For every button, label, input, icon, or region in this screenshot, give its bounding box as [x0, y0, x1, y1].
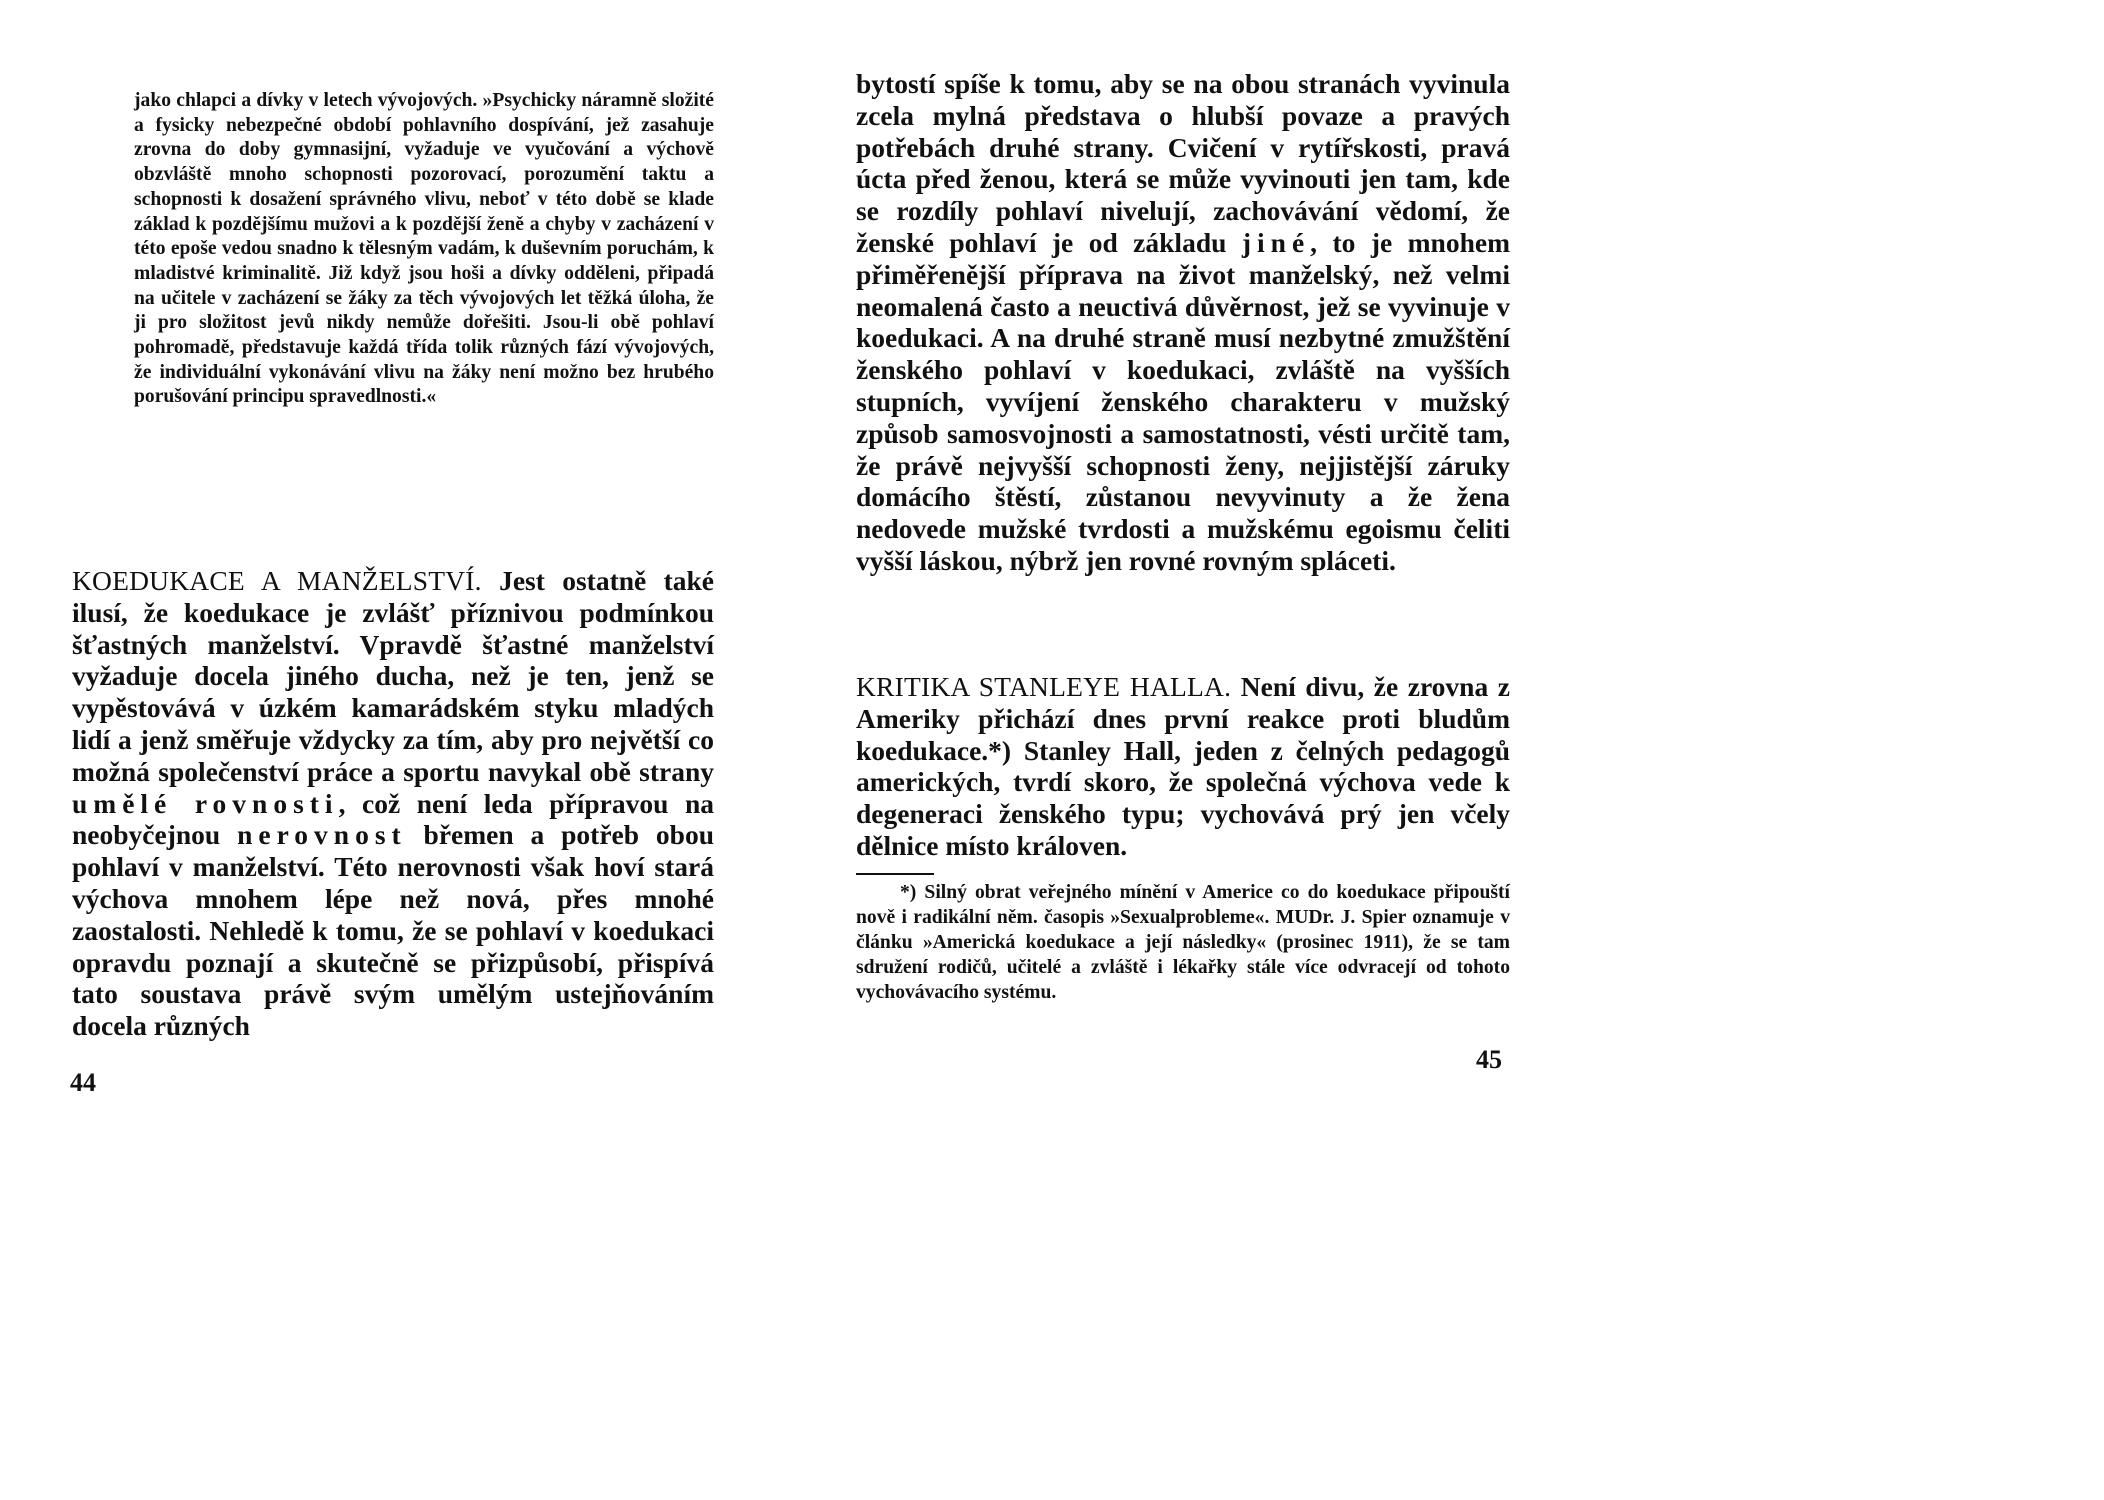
- body-paragraph-koedukace: [72, 565, 714, 1042]
- paragraph-text: Jest ostatně také ilusí, že koedukace je zvlášť příznivou podmínkou šťastných manželství. Vpravdě šťastné manželství vyžaduje docela jiného ducha, než je ten, jenž se vypěstovává v úzkém kamarádském styku mladých lidí a jenž směřuje vždycky za tím, aby pro největší co možná společenství práce a sportu navykal obě strany: [72, 565, 714, 787]
- emphasis-spaced: jiné: [1241, 226, 1311, 258]
- page-number: 44: [70, 1068, 96, 1097]
- paragraph-text: , to je mnohem přiměřenější příprava na život manželský, než velmi neomalená často a neuctivá důvěrnost, jež se vyvinuje v koedukaci. A na druhé straně musí nezbytné zmužštění ženského pohlaví v koedukaci, zvláště na vyšších stupních, vyvíjení ženského charakteru v mužský způsob samosvojnosti a samostatnosti, vésti určitě tam, že právě nejvyšší schopnosti ženy, nejjistější záruky domácího štěstí, zůstanou nevyvinuty a že žena nedovede mužské tvrdosti a mužskému egoismu čeliti vyšší láskou, nýbrž jen rovné rovným spláceti.: [856, 226, 1510, 576]
- footnote-divider: [856, 873, 934, 875]
- right-page: [784, 0, 1568, 1122]
- body-paragraph-kritika: [856, 671, 1510, 862]
- emphasis-spaced: nerovnost: [237, 819, 407, 851]
- left-page: [0, 0, 784, 1122]
- section-heading: KOEDUKACE A MANŽELSTVÍ.: [72, 565, 482, 596]
- page-number: 45: [1476, 1045, 1502, 1074]
- paragraph-text: břemen a potřeb obou pohlaví v manželství. Této nerovnosti však hoví stará výchova mnohem lépe než nová, přes mnohé zaostalosti. Nehledě k tomu, že se pohlaví v koedukaci opravdu poznají a skutečně se přizpůsobí, přispívá tato soustava právě svým umělým ustejňováním docela různých: [72, 819, 714, 1042]
- body-paragraph-continued: [856, 68, 1510, 577]
- emphasis-spaced: umělé rovnosti: [72, 787, 339, 819]
- block-quote: jako chlapci a dívky v letech vývojových. »Psychicky náramně složité a fysicky nebezpečné období pohlavního dospívání, jež zasahuje zrovna do doby gymnasijní, vyžaduje ve vyučování a výchově obzvláště mnoho schopnosti pozorovací, porozumění taktu a schopnosti k dosažení správného vlivu, neboť v této době se klade základ k pozdějšímu mužovi a k pozdější ženě a chyby v zacházení v této epoše vedou snadno k tělesným vadám, k duševním poruchám, k mladistvé kriminalitě. Již když jsou hoši a dívky odděleni, připadá na učitele v zacházení se žáky za těch vývojových let těžká úloha, že ji pro složitost jevů nikdy nemůže dořešiti. Jsou-li obě pohlaví pohromadě, představuje každá třída tolik různých fází vývojových, že individuální vykonávání vlivu na žáky není možno bez hrubého porušování principu spravedlnosti.«: [134, 90, 714, 408]
- footnote: *) Silný obrat veřejného mínění v Americe co do koedukace připouští nově i radikální něm. časopis »Sexualprobleme«. MUDr. J. Spier oznamuje v článku »Americká koedukace a její následky« (prosinec 1911), že se tam sdružení rodičů, učitelé a zvláště i lékařky stále více odvracejí od tohoto vychovávacího systému.: [856, 882, 1510, 1003]
- paragraph-text: Není divu, že zrovna z Ameriky přichází dnes první reakce proti bludům koedukace.*) Stanley Hall, jeden z čelných pedagogů amerických, tvrdí skoro, že společná výchova vede k degeneraci ženského typu; vychovává prý jen včely dělnice místo královen.: [856, 671, 1510, 861]
- paragraph-text: bytostí spíše k tomu, aby se na obou stranách vyvinula zcela mylná představa o hlubší povaze a pravých potřebách druhé strany. Cvičení v rytířskosti, pravá úcta před ženou, která se může vyvinouti jen tam, kde se rozdíly pohlaví nivelují, zachovávání vědomí, že ženské pohlaví je od základu: [856, 68, 1510, 258]
- section-heading: KRITIKA STANLEYE HALLA.: [856, 671, 1232, 702]
- paragraph-text: , což není leda přípravou na neobyčejnou: [72, 787, 714, 851]
